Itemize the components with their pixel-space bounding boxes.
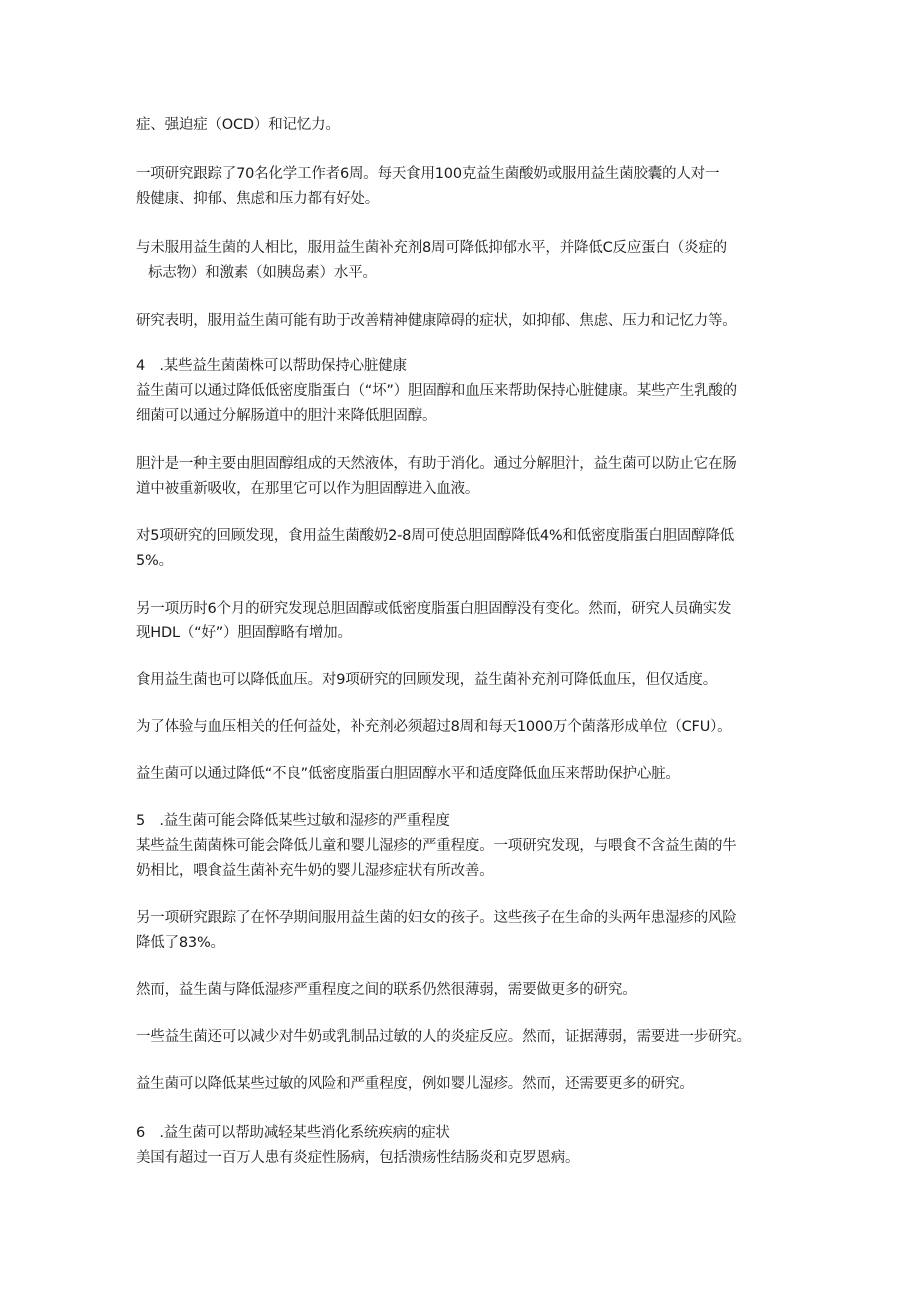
text-line: 食用益生菌也可以降低血压。对9项研究的回顾发现，益生菌补充剂可降低血压，但仅适度。 — [136, 672, 718, 688]
text-line: 奶相比，喂食益生菌补充牛奶的婴儿湿疹症状有所改善。 — [136, 863, 494, 879]
text-line: 胆汁是一种主要由胆固醇组成的天然液体，有助于消化。通过分解胆汁，益生菌可以防止它在肠 — [136, 456, 737, 472]
text-line: 与未服用益生菌的人相比，服用益生菌补充剂8周可降低抑郁水平，并降低C反应蛋白（炎症的 — [136, 240, 727, 256]
text-line: 降低了83%。 — [136, 935, 225, 951]
text-line: 一些益生菌还可以减少对牛奶或乳制品过敏的人的炎症反应。然而，证据薄弱，需要进一步研究。 — [136, 1029, 751, 1045]
text-line: 益生菌可以通过降低“不良”低密度脂蛋白胆固醇水平和适度降低血压来帮助保护心脏。 — [136, 766, 680, 782]
text-line: 益生菌可以降低某些过敏的风险和严重程度，例如婴儿湿疹。然而，还需要更多的研究。 — [136, 1076, 694, 1092]
section-heading-6: 6 .益生菌可以帮助减轻某些消化系统疾病的症状 — [136, 1125, 450, 1141]
text-line: 现HDL（“好”）胆固醇略有增加。 — [136, 625, 352, 641]
text-line: 另一项研究跟踪了在怀孕期间服用益生菌的妇女的孩子。这些孩子在生命的头两年患湿疹的风险 — [136, 910, 737, 926]
text-line: 研究表明，服用益生菌可能有助于改善精神健康障碍的症状，如抑郁、焦虑、压力和记忆力等。 — [136, 313, 737, 329]
text-line: 某些益生菌菌株可能会降低儿童和婴儿湿疹的严重程度。一项研究发现，与喂食不含益生菌的牛 — [136, 838, 737, 854]
text-line: 对5项研究的回顾发现，食用益生菌酸奶2-8周可使总胆固醇降低4%和低密度脂蛋白胆固醇降低 — [136, 528, 735, 544]
section-heading-4: 4 .某些益生菌菌株可以帮助保持心脏健康 — [136, 358, 407, 374]
text-line: 益生菌可以通过降低低密度脂蛋白（“坏”）胆固醇和血压来帮助保持心脏健康。某些产生乳酸的 — [136, 383, 737, 399]
text-line: 另一项历时6个月的研究发现总胆固醇或低密度脂蛋白胆固醇没有变化。然而，研究人员确实发 — [136, 601, 732, 617]
text-line: 症、强迫症（OCD）和记忆力。 — [136, 117, 340, 133]
text-line: 一项研究跟踪了70名化学工作者6周。每天食用100克益生菌酸奶或服用益生菌胶囊的人对一 — [136, 166, 720, 182]
text-line: 5%。 — [136, 553, 173, 569]
text-line: 美国有超过一百万人患有炎症性肠病，包括溃疡性结肠炎和克罗恩病。 — [136, 1150, 580, 1166]
text-line: 般健康、抑郁、焦虑和压力都有好处。 — [136, 191, 380, 207]
text-line: 然而，益生菌与降低湿疹严重程度之间的联系仍然很薄弱，需要做更多的研究。 — [136, 982, 637, 998]
text-line: 道中被重新吸收，在那里它可以作为胆固醇进入血液。 — [136, 481, 480, 497]
section-heading-5: 5 .益生菌可能会降低某些过敏和湿疹的严重程度 — [136, 813, 450, 829]
text-line: 标志物）和激素（如胰岛素）水平。 — [148, 265, 377, 281]
text-line: 细菌可以通过分解肠道中的胆汁来降低胆固醇。 — [136, 408, 437, 424]
text-line: 为了体验与血压相关的任何益处，补充剂必须超过8周和每天1000万个菌落形成单位（CFU）。 — [136, 719, 732, 735]
